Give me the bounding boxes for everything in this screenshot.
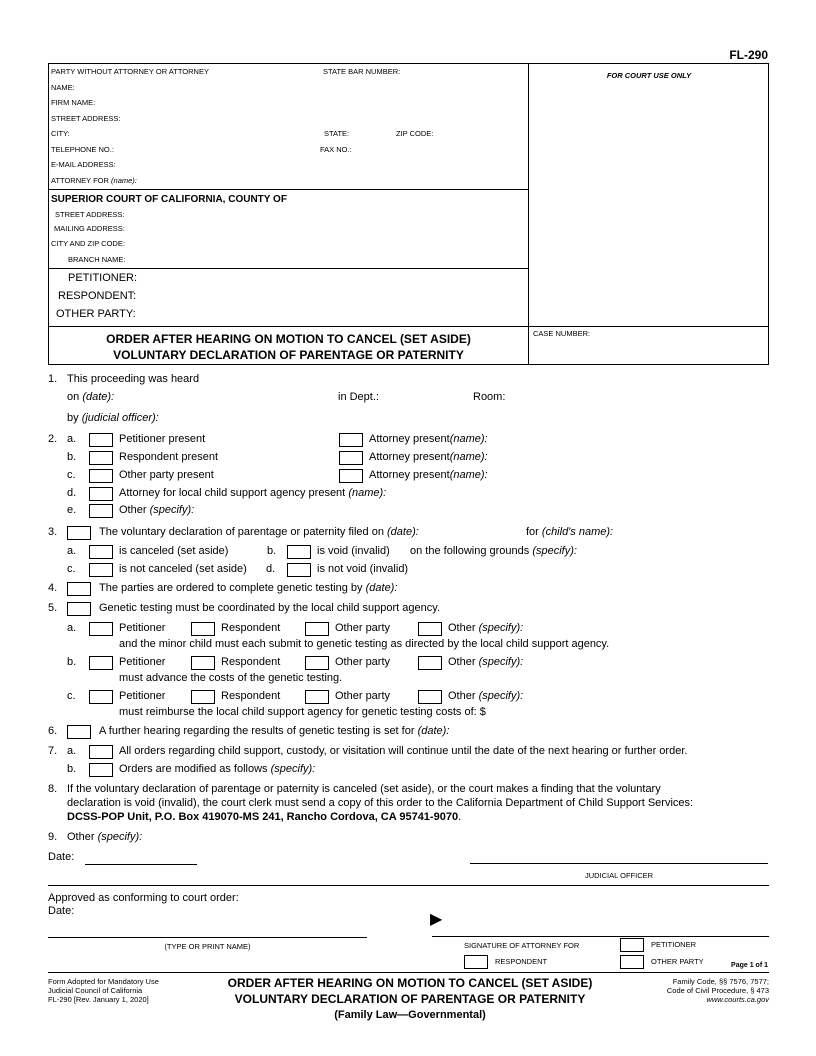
item5b-other-party-label: Other party xyxy=(335,656,391,668)
item2e-label xyxy=(119,504,194,516)
item1-on: on xyxy=(67,391,80,403)
item5b-respondent-checkbox[interactable] xyxy=(191,656,215,670)
name-label: NAME: xyxy=(51,83,75,92)
item2a-checkbox[interactable] xyxy=(89,433,113,447)
item2d-checkbox[interactable] xyxy=(89,487,113,501)
item6-checkbox[interactable] xyxy=(67,725,91,739)
item8-line1: If the voluntary declaration of parentage or paternity is canceled (set aside), or the court makes a finding that the voluntary xyxy=(67,783,661,795)
form-id: FL-290 xyxy=(729,48,768,62)
item5a-other-party-checkbox[interactable] xyxy=(305,622,329,636)
item1-officer: (judicial officer): xyxy=(81,412,159,424)
item4-num: 4. xyxy=(48,582,58,594)
item2a-attorney-name: (name): xyxy=(449,433,488,445)
item2a-label: Petitioner present xyxy=(119,433,206,445)
approved-label: Approved as conforming to court order: xyxy=(48,892,239,904)
item6-date: (date): xyxy=(417,725,450,737)
item1-room-label: Room: xyxy=(473,391,506,403)
item2b-letter: b. xyxy=(67,451,77,463)
item4-date: (date): xyxy=(365,582,398,594)
item2e-specify: (specify): xyxy=(149,504,195,516)
footer-title-2: VOLUNTARY DECLARATION OF PARENTAGE OR PATERNITY xyxy=(234,992,586,1006)
footer-right-3[interactable]: www.courts.ca.gov xyxy=(706,995,769,1004)
item5c-main-text: must reimburse the local child support agency for genetic testing costs of: xyxy=(119,706,477,718)
item5b-text: must advance the costs of the genetic testing. xyxy=(119,672,343,684)
item3-grounds-label xyxy=(410,545,577,557)
state-bar-number-label: STATE BAR NUMBER: xyxy=(323,67,401,76)
item3b-label: is void (invalid) xyxy=(317,545,390,557)
item3d-checkbox[interactable] xyxy=(287,563,311,577)
street-address-label: STREET ADDRESS: xyxy=(51,114,121,123)
item3-main-text: The voluntary declaration of parentage or paternity filed on xyxy=(99,526,384,538)
date-label: Date: xyxy=(48,851,75,863)
item2c-letter: c. xyxy=(67,469,76,481)
attorney-for-text: ATTORNEY FOR xyxy=(51,176,109,185)
respondent-label: RESPONDENT: xyxy=(58,290,137,302)
item5c-other-specify: (specify): xyxy=(478,690,524,702)
item3c-letter: c. xyxy=(67,563,76,575)
form-title-line2: VOLUNTARY DECLARATION OF PARENTAGE OR PATERNITY xyxy=(113,348,464,362)
item7b-letter: b. xyxy=(67,763,77,775)
party-without-attorney-label: PARTY WITHOUT ATTORNEY OR ATTORNEY xyxy=(51,67,209,76)
footer-left-3: FL-290 [Rev. January 1, 2020] xyxy=(48,995,149,1004)
approved-date-label: Date: xyxy=(48,905,75,917)
item5c-other-party-label: Other party xyxy=(335,690,391,702)
attorney-for-name-text: (name): xyxy=(111,176,137,185)
item5c-other-party-checkbox[interactable] xyxy=(305,690,329,704)
item9-main-text: Other xyxy=(67,831,95,843)
item3d-label: is not void (invalid) xyxy=(317,563,409,575)
city-label: CITY: xyxy=(51,129,70,138)
sig-respondent-checkbox[interactable] xyxy=(464,955,488,969)
item1-date-label xyxy=(67,391,114,403)
item9-text xyxy=(67,831,142,843)
footer-left-2: Judicial Council of California xyxy=(48,986,143,995)
item2e-checkbox[interactable] xyxy=(89,504,113,518)
item3b-letter: b. xyxy=(267,545,277,557)
item5b-petitioner-checkbox[interactable] xyxy=(89,656,113,670)
petitioner-label: PETITIONER: xyxy=(68,272,138,284)
item5a-petitioner-label: Petitioner xyxy=(119,622,166,634)
item2a-attorney-label xyxy=(369,433,488,445)
item1-by: by xyxy=(67,412,79,424)
item2a-attorney-checkbox[interactable] xyxy=(339,433,363,447)
item5a-text: and the minor child must each submit to genetic testing as directed by the local child support agency. xyxy=(119,638,610,650)
item5b-other-text: Other xyxy=(448,656,476,668)
state-label: STATE: xyxy=(324,129,350,138)
item2d-letter: d. xyxy=(67,487,77,499)
court-street-address-label: STREET ADDRESS: xyxy=(55,210,125,219)
item5b-other-specify: (specify): xyxy=(478,656,524,668)
item5c-other-label xyxy=(448,690,523,702)
item3b-checkbox[interactable] xyxy=(287,545,311,559)
case-number-label: CASE NUMBER: xyxy=(533,329,591,338)
judicial-officer-label: JUDICIAL OFFICER xyxy=(584,871,654,880)
sig-petitioner-label: PETITIONER xyxy=(651,940,697,949)
form-title-line1: ORDER AFTER HEARING ON MOTION TO CANCEL (SET ASIDE) xyxy=(106,332,471,346)
item2b-checkbox[interactable] xyxy=(89,451,113,465)
footer-title-3: (Family Law—Governmental) xyxy=(334,1009,486,1021)
item2b-attorney-checkbox[interactable] xyxy=(339,451,363,465)
item3-for: for xyxy=(526,526,539,538)
item7b-specify: (specify): xyxy=(270,763,316,775)
item6-num: 6. xyxy=(48,725,58,737)
item2c-attorney-text: Attorney present xyxy=(369,469,450,481)
header-box xyxy=(48,63,769,365)
title-section-top xyxy=(48,326,769,327)
item5a-other-text: Other xyxy=(448,622,476,634)
firm-name-label: FIRM NAME: xyxy=(51,98,96,107)
item3-checkbox[interactable] xyxy=(67,526,91,540)
item5b-respondent-label: Respondent xyxy=(221,656,281,668)
item5a-other-checkbox[interactable] xyxy=(418,622,442,636)
item3-child-label xyxy=(526,526,613,538)
item2d-name: (name): xyxy=(348,487,387,499)
item7-num: 7. xyxy=(48,745,58,757)
item5a-letter: a. xyxy=(67,622,77,634)
item8-line2: declaration is void (invalid), the court clerk must send a copy of this order to the California Department of Child Support Services: xyxy=(67,797,694,809)
item9-num: 9. xyxy=(48,831,58,843)
page-number: Page 1 of 1 xyxy=(731,962,768,969)
item5a-other-specify: (specify): xyxy=(478,622,524,634)
telephone-label: TELEPHONE NO.: xyxy=(51,145,114,154)
item5c-other-checkbox[interactable] xyxy=(418,690,442,704)
item3a-label: is canceled (set aside) xyxy=(119,545,229,557)
item1-date: (date): xyxy=(82,391,115,403)
item3-grounds-text: on the following grounds xyxy=(410,545,530,557)
item1-num: 1. xyxy=(48,373,58,385)
item5c-letter: c. xyxy=(67,690,76,702)
item5c-respondent-label: Respondent xyxy=(221,690,281,702)
item5a-other-label xyxy=(448,622,523,634)
for-court-use-only-label: FOR COURT USE ONLY xyxy=(606,71,692,80)
item2a-attorney-text: Attorney present xyxy=(369,433,450,445)
item3-num: 3. xyxy=(48,526,58,538)
item9-specify: (specify): xyxy=(97,831,143,843)
item4-text xyxy=(99,582,397,594)
item5a-petitioner-checkbox[interactable] xyxy=(89,622,113,636)
item5b-other-checkbox[interactable] xyxy=(418,656,442,670)
arrow-icon: ▶ xyxy=(430,911,443,928)
item7b-text xyxy=(119,763,315,775)
item5c-dollar: $ xyxy=(479,706,486,718)
item4-checkbox[interactable] xyxy=(67,582,91,596)
type-print-name-line[interactable] xyxy=(48,937,367,938)
item7a-letter: a. xyxy=(67,745,77,757)
item2c-attorney-name: (name): xyxy=(449,469,488,481)
approval-divider xyxy=(48,885,769,886)
item5a-other-party-label: Other party xyxy=(335,622,391,634)
item1-text: This proceeding was heard xyxy=(67,373,200,385)
item2-num: 2. xyxy=(48,433,58,445)
footer-divider xyxy=(48,972,769,973)
item3-date: (date): xyxy=(387,526,419,538)
other-party-label: OTHER PARTY: xyxy=(56,308,136,320)
item2c-attorney-label xyxy=(369,469,488,481)
sig-petitioner-checkbox[interactable] xyxy=(620,938,644,952)
item5b-letter: b. xyxy=(67,656,77,668)
item5a-respondent-checkbox[interactable] xyxy=(191,622,215,636)
item2b-attorney-name: (name): xyxy=(449,451,488,463)
item3c-label: is not canceled (set aside) xyxy=(119,563,247,575)
item7b-checkbox[interactable] xyxy=(89,763,113,777)
item6-main-text: A further hearing regarding the results of genetic testing is set for xyxy=(99,725,415,737)
header-divider xyxy=(528,63,529,365)
item8-address: DCSS-POP Unit, P.O. Box 419070-MS 241, Rancho Cordova, CA 95741-9070 xyxy=(67,811,459,823)
date-line[interactable] xyxy=(85,864,197,865)
item8-period: . xyxy=(458,811,462,823)
court-branch-name-label: BRANCH NAME: xyxy=(68,255,126,264)
item3-text xyxy=(99,526,419,538)
item5c-other-text: Other xyxy=(448,690,476,702)
sig-other-party-label: OTHER PARTY xyxy=(651,957,704,966)
item1-officer-label xyxy=(67,412,159,424)
item5a-respondent-label: Respondent xyxy=(221,622,281,634)
item5b-other-label xyxy=(448,656,523,668)
item7a-text: All orders regarding child support, custody, or visitation will continue until the date of the next hearing or further order. xyxy=(119,745,688,757)
item4-main-text: The parties are ordered to complete genetic testing by xyxy=(99,582,363,594)
footer-left-1: Form Adopted for Mandatory Use xyxy=(48,977,159,986)
item2a-letter: a. xyxy=(67,433,77,445)
item8-line3 xyxy=(67,811,461,823)
item2b-attorney-text: Attorney present xyxy=(369,451,450,463)
item3-child: (child's name): xyxy=(541,526,614,538)
email-label: E-MAIL ADDRESS: xyxy=(51,160,116,169)
sig-other-party-checkbox[interactable] xyxy=(620,955,644,969)
fax-label: FAX NO.: xyxy=(320,145,352,154)
item2c-checkbox[interactable] xyxy=(89,469,113,483)
item5c-petitioner-label: Petitioner xyxy=(119,690,166,702)
zip-code-label: ZIP CODE: xyxy=(396,129,434,138)
item2c-label: Other party present xyxy=(119,469,214,481)
attorney-for-label xyxy=(51,176,137,185)
item2b-label: Respondent present xyxy=(119,451,219,463)
court-title: SUPERIOR COURT OF CALIFORNIA, COUNTY OF xyxy=(51,194,287,205)
court-section-top xyxy=(48,189,529,190)
item5-checkbox[interactable] xyxy=(67,602,91,616)
item5b-petitioner-label: Petitioner xyxy=(119,656,166,668)
court-mailing-address-label: MAILING ADDRESS: xyxy=(54,224,125,233)
item3-grounds-specify: (specify): xyxy=(532,545,577,557)
item5b-other-party-checkbox[interactable] xyxy=(305,656,329,670)
sig-respondent-label: RESPONDENT xyxy=(495,957,548,966)
item2b-attorney-label xyxy=(369,451,488,463)
item3a-letter: a. xyxy=(67,545,77,557)
court-city-zip-label: CITY AND ZIP CODE: xyxy=(51,239,125,248)
item2c-attorney-checkbox[interactable] xyxy=(339,469,363,483)
item1-dept-label: in Dept.: xyxy=(338,391,379,403)
item3d-letter: d. xyxy=(266,563,276,575)
item2d-label xyxy=(119,487,386,499)
footer-right-1: Family Code, §§ 7576, 7577; xyxy=(672,977,769,986)
attorney-signature-line[interactable] xyxy=(432,936,769,937)
parties-section-top xyxy=(48,268,529,269)
footer-right-2: Code of Civil Procedure, § 473 xyxy=(666,986,769,995)
judicial-officer-signature-line[interactable] xyxy=(470,863,768,864)
item2e-text: Other xyxy=(119,504,147,516)
item7b-main-text: Orders are modified as follows xyxy=(119,763,268,775)
item2e-letter: e. xyxy=(67,504,77,516)
item5c-petitioner-checkbox[interactable] xyxy=(89,690,113,704)
item3a-checkbox[interactable] xyxy=(89,545,113,559)
item5-num: 5. xyxy=(48,602,58,614)
type-print-name-label: (TYPE OR PRINT NAME) xyxy=(164,942,251,951)
signature-attorney-label: SIGNATURE OF ATTORNEY FOR xyxy=(464,941,580,950)
item2d-text: Attorney for local child support agency present xyxy=(119,487,346,499)
item5c-text xyxy=(119,706,486,718)
footer-title-1: ORDER AFTER HEARING ON MOTION TO CANCEL (SET ASIDE) xyxy=(227,976,593,990)
item3c-checkbox[interactable] xyxy=(89,563,113,577)
item8-num: 8. xyxy=(48,783,58,795)
item7a-checkbox[interactable] xyxy=(89,745,113,759)
item5c-respondent-checkbox[interactable] xyxy=(191,690,215,704)
item5-text: Genetic testing must be coordinated by the local child support agency. xyxy=(99,602,440,614)
item6-text xyxy=(99,725,449,737)
